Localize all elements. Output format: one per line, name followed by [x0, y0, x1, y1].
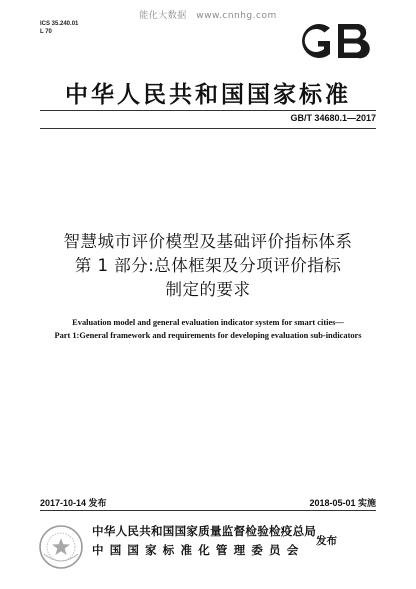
classification-codes [40, 20, 78, 36]
issuer-sac: 中国国家标准化管理委员会 [92, 543, 305, 557]
footer-rule [40, 510, 376, 511]
english-title-line-2: Part 1:General framework and requirements for developing evaluation sub-indicators [54, 331, 362, 340]
ics-code: ICS 35.240.01 [40, 21, 79, 27]
chinese-title-line-1: 智慧城市评价模型及基础评价指标体系 [63, 232, 353, 251]
header-rule-top [40, 110, 376, 111]
official-seal-icon [38, 524, 84, 570]
issuer-aqsiq: 中华人民共和国国家质量监督检验检疫总局 [92, 524, 317, 538]
ccs-code: L 70 [40, 29, 52, 35]
standard-number: GB/T 34680.1—2017 [290, 113, 376, 123]
standard-category-title: 中华人民共和国国家标准 [65, 82, 351, 108]
site-watermark: 能化大数据 www.cnnhg.com [139, 11, 277, 21]
chinese-title-line-3: 制定的要求 [165, 280, 251, 299]
chinese-title-line-2: 第 1 部分:总体框架及分项评价指标 [74, 256, 342, 275]
gb-logo-icon [296, 20, 376, 62]
publish-label: 发布 [316, 535, 337, 547]
header-rule-bottom [40, 128, 376, 129]
english-title-line-1: Evaluation model and general evaluation indicator system for smart cities— [72, 318, 344, 327]
implementation-date: 2018-05-01 实施 [309, 498, 376, 508]
issue-date: 2017-10-14 发布 [40, 498, 107, 508]
